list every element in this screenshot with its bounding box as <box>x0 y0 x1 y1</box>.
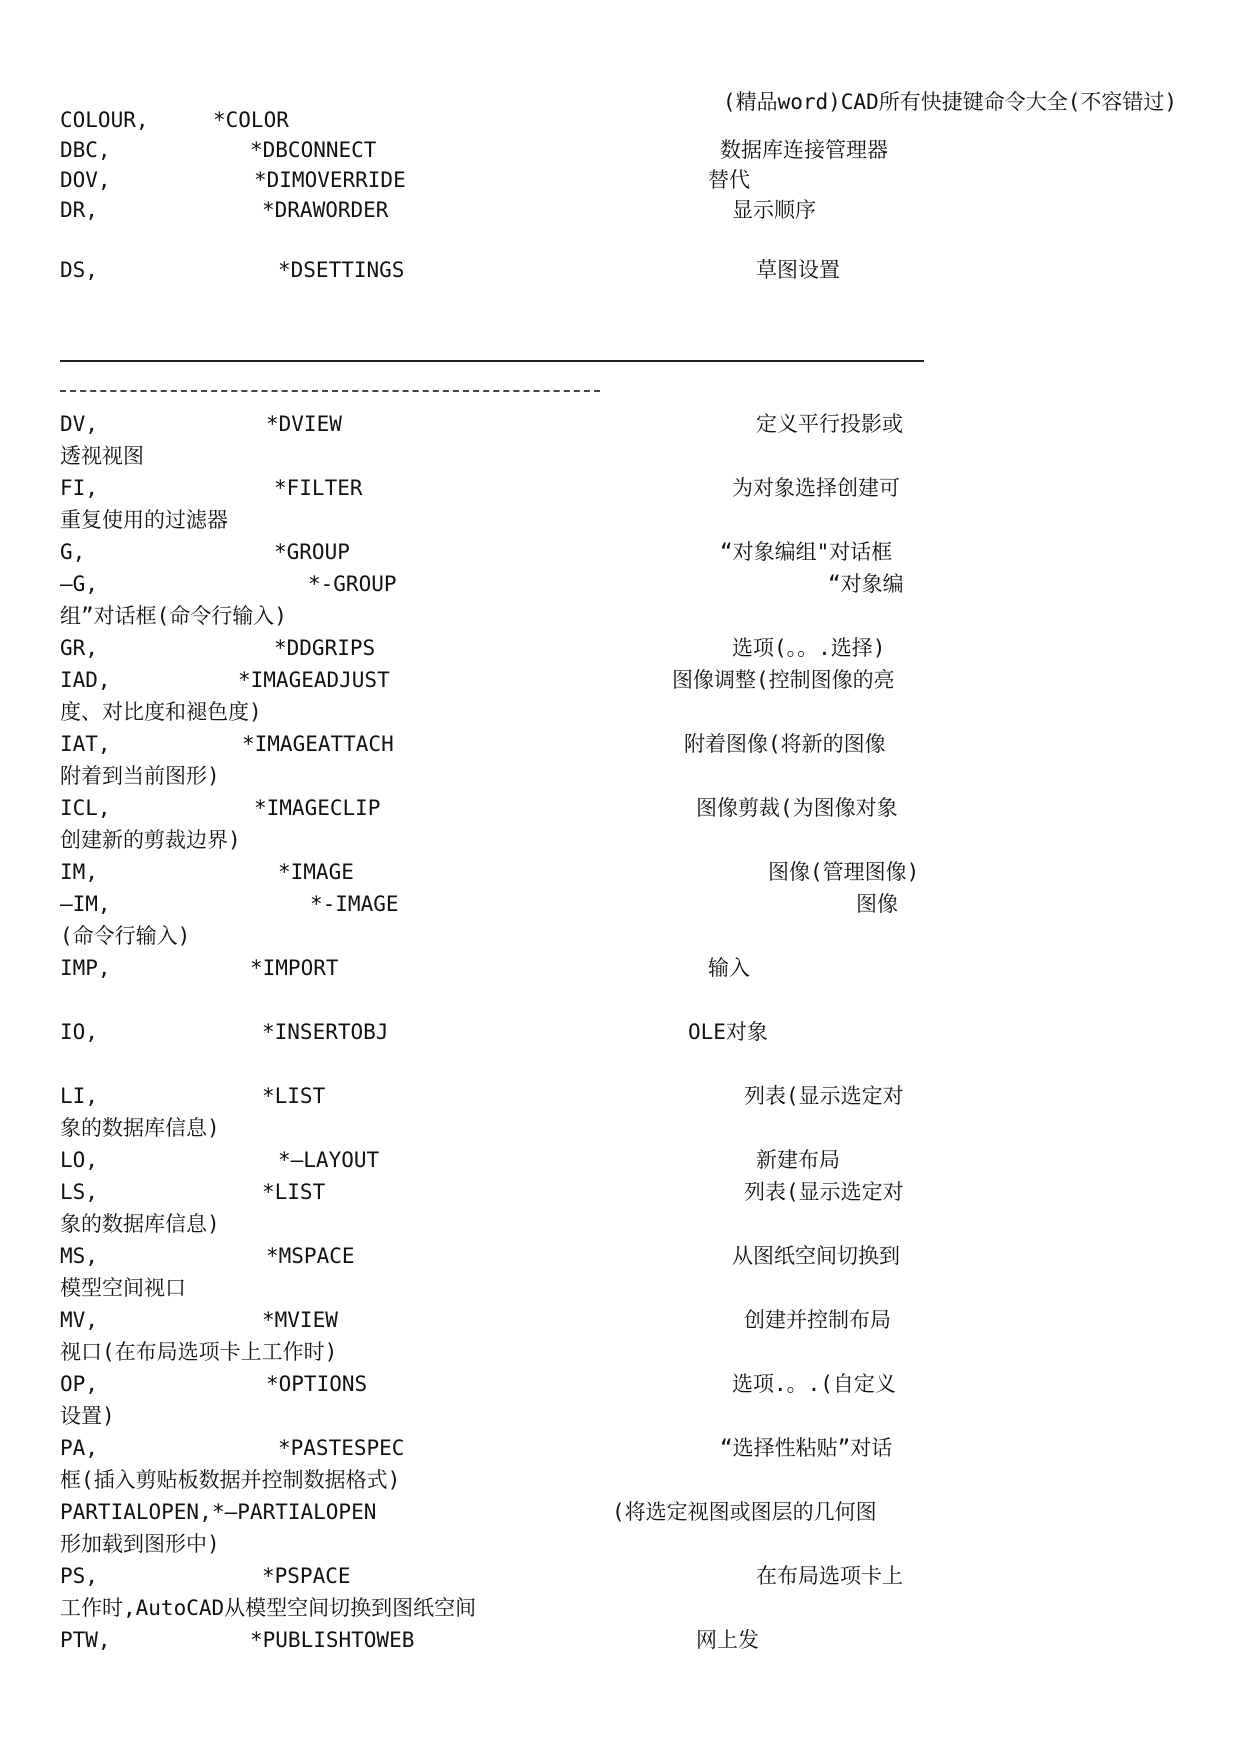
entry-description: 创建并控制布局 <box>744 1308 891 1332</box>
entry-description: 为对象选择创建可 <box>732 476 900 500</box>
entry-command: *LIST <box>262 1084 326 1108</box>
entry-alias: DV, <box>60 412 98 436</box>
entry-alias: IMP, <box>60 956 111 980</box>
entry-description: 附着图像(将新的图像 <box>684 732 886 756</box>
entry-continuation: 模型空间视口 <box>60 1276 186 1300</box>
entry-command: *-IMAGE <box>310 892 399 916</box>
entry-alias: G, <box>60 540 86 564</box>
entry-command: *COLOR <box>213 108 289 132</box>
entry-alias: IAT, <box>60 732 111 756</box>
entry-alias: DS, <box>60 258 98 282</box>
entry-alias: —IM, <box>60 892 111 916</box>
entry-command: *LIST <box>262 1180 326 1204</box>
entry-description: 列表(显示选定对 <box>744 1084 904 1108</box>
entry-description: 输入 <box>708 956 750 980</box>
entry-description: 选项.。.(自定义 <box>732 1372 896 1396</box>
entry-description: 图像(管理图像) <box>768 860 920 884</box>
entry-description: 列表(显示选定对 <box>744 1180 904 1204</box>
entry-alias: LI, <box>60 1084 98 1108</box>
entry-continuation: 透视视图 <box>60 444 144 468</box>
entry-alias: DBC, <box>60 138 111 162</box>
separator-dashed-line <box>60 390 600 392</box>
entry-alias: DR, <box>60 198 98 222</box>
entry-command: *DVIEW <box>266 412 342 436</box>
entry-description: 新建布局 <box>756 1148 840 1172</box>
entry-description: 替代 <box>708 168 750 192</box>
entry-continuation: 视口(在布局选项卡上工作时) <box>60 1340 338 1364</box>
entry-description: 数据库连接管理器 <box>720 138 888 162</box>
entry-command: *OPTIONS <box>266 1372 368 1396</box>
entry-command: *INSERTOBJ <box>262 1020 389 1044</box>
entry-continuation: 附着到当前图形) <box>60 764 220 788</box>
entry-alias: IAD, <box>60 668 111 692</box>
entry-alias: MV, <box>60 1308 98 1332</box>
entry-alias: IO, <box>60 1020 98 1044</box>
entry-command: *-GROUP <box>308 572 397 596</box>
entry-command: *GROUP <box>274 540 350 564</box>
entry-alias: LO, <box>60 1148 98 1172</box>
entry-continuation: 设置) <box>60 1404 115 1428</box>
entry-alias: LS, <box>60 1180 98 1204</box>
entry-continuation: 象的数据库信息) <box>60 1116 220 1140</box>
entry-description: 草图设置 <box>756 258 840 282</box>
entry-command: *DBCONNECT <box>250 138 377 162</box>
entry-command: *DIMOVERRIDE <box>254 168 406 192</box>
entry-description: 显示顺序 <box>732 198 816 222</box>
entry-alias: GR, <box>60 636 98 660</box>
entry-description: (将选定视图或图层的几何图 <box>612 1500 877 1524</box>
entry-alias: —G, <box>60 572 98 596</box>
entry-description: 图像 <box>856 892 898 916</box>
entry-command: *DSETTINGS <box>278 258 405 282</box>
entry-command: *MVIEW <box>262 1308 338 1332</box>
entry-command: *DDGRIPS <box>274 636 376 660</box>
entry-description: 图像剪裁(为图像对象 <box>696 796 898 820</box>
entry-description: “对象编组"对话框 <box>720 540 893 564</box>
entry-command: *IMAGECLIP <box>254 796 381 820</box>
entry-description: “选择性粘贴”对话 <box>720 1436 893 1460</box>
entry-description: 选项(。。.选择) <box>732 636 886 660</box>
entry-command: *IMAGE <box>278 860 354 884</box>
entry-alias: COLOUR, <box>60 108 149 132</box>
entry-description: 定义平行投影或 <box>756 412 903 436</box>
entry-command: *PSPACE <box>262 1564 351 1588</box>
entry-continuation: (命令行输入) <box>60 924 191 948</box>
entry-description: 在布局选项卡上 <box>756 1564 903 1588</box>
entry-continuation: 工作时,AutoCAD从模型空间切换到图纸空间 <box>60 1596 477 1620</box>
entry-alias: PTW, <box>60 1628 111 1652</box>
entry-alias: FI, <box>60 476 98 500</box>
entry-command: *PUBLISHTOWEB <box>250 1628 415 1652</box>
entry-alias: PA, <box>60 1436 98 1460</box>
entry-continuation: 重复使用的过滤器 <box>60 508 228 532</box>
entry-continuation: 框(插入剪贴板数据并控制数据格式) <box>60 1468 401 1492</box>
entry-command: *—PARTIALOPEN <box>212 1500 377 1524</box>
entry-alias: PS, <box>60 1564 98 1588</box>
entry-continuation: 象的数据库信息) <box>60 1212 220 1236</box>
entry-command: *IMAGEATTACH <box>242 732 394 756</box>
entry-alias: OP, <box>60 1372 98 1396</box>
entry-command: *DRAWORDER <box>262 198 389 222</box>
entry-continuation: 组”对话框(命令行输入) <box>60 604 287 628</box>
entry-command: *PASTESPEC <box>278 1436 405 1460</box>
entry-alias: PARTIALOPEN, <box>60 1500 212 1524</box>
entry-command: *—LAYOUT <box>278 1148 380 1172</box>
entry-description: 从图纸空间切换到 <box>732 1244 900 1268</box>
entry-continuation: 度、对比度和褪色度) <box>60 700 262 724</box>
entry-command: *IMAGEADJUST <box>238 668 390 692</box>
entry-description: 网上发 <box>696 1628 759 1652</box>
entry-command: *MSPACE <box>266 1244 355 1268</box>
page-header: (精品word)CAD所有快捷键命令大全(不容错过) <box>722 90 1177 114</box>
entry-alias: ICL, <box>60 796 111 820</box>
entry-alias: DOV, <box>60 168 111 192</box>
entry-command: *FILTER <box>274 476 363 500</box>
separator-line <box>60 360 924 362</box>
entry-description: OLE对象 <box>688 1020 768 1044</box>
entry-description: “对象编 <box>828 572 904 596</box>
entry-description: 图像调整(控制图像的亮 <box>672 668 895 692</box>
entry-continuation: 形加载到图形中) <box>60 1532 220 1556</box>
entry-command: *IMPORT <box>250 956 339 980</box>
entry-alias: IM, <box>60 860 98 884</box>
entry-alias: MS, <box>60 1244 98 1268</box>
entry-continuation: 创建新的剪裁边界) <box>60 828 241 852</box>
